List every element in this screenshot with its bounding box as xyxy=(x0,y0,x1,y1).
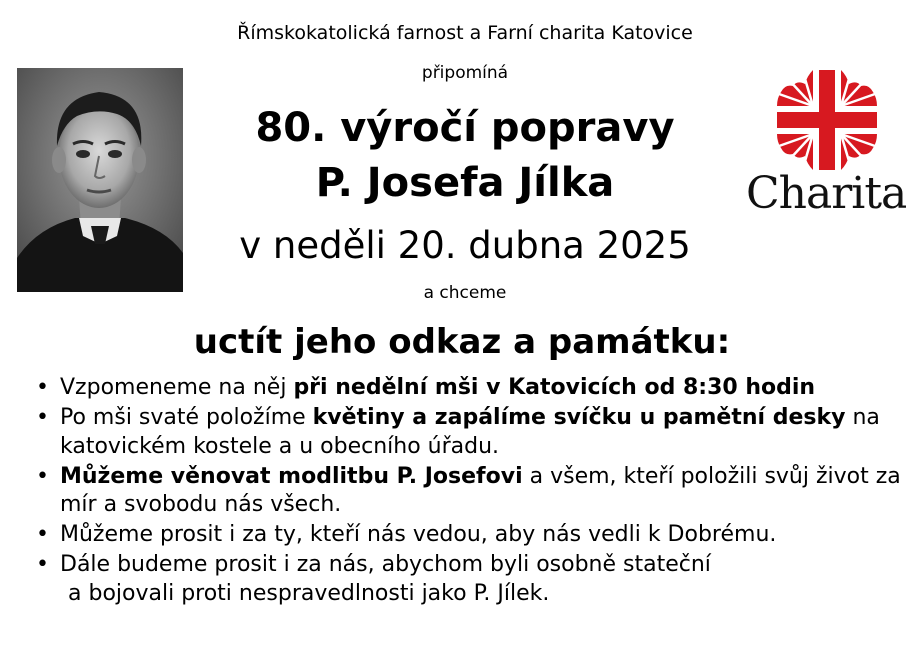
item-text: a bojovali proti nespravedlnosti jako P. Jílek. xyxy=(68,580,550,606)
item-text: Po mši svaté položíme xyxy=(60,405,313,430)
item-text: Dále budeme prosit i za nás, abychom byli osobně stateční xyxy=(60,552,711,577)
item-text: a všem, kteří položili svůj život za mír a svobodu nás všech. xyxy=(60,463,901,517)
item-text: Můžeme prosit i za ty, kteří nás vedou, aby nás vedli k Dobrému. xyxy=(60,522,777,547)
remind-line: připomíná xyxy=(421,63,509,83)
honor-heading: uctít jeho odkaz a památku: xyxy=(193,322,731,362)
list-item xyxy=(32,404,912,461)
title-line-2: P. Josefa Jílka xyxy=(315,160,615,206)
item-text: Vzpomeneme na něj xyxy=(60,375,294,400)
title-line-1: 80. výročí popravy xyxy=(255,105,675,151)
item-bold-text: květiny a zapálíme svíčku u pamětní desky xyxy=(312,405,846,430)
bullet-icon: • xyxy=(36,405,49,430)
charita-cross-icon xyxy=(742,66,910,176)
bullet-icon: • xyxy=(36,463,49,489)
bullet-icon: • xyxy=(36,552,49,577)
bullet-icon: • xyxy=(36,522,49,547)
list-item xyxy=(32,551,912,608)
list-item xyxy=(32,521,912,550)
item-text: na katovickém kostele a u obecního úřadu. xyxy=(60,405,880,459)
item-bold-text: Můžeme věnovat modlitbu P. Josefovi xyxy=(60,463,523,489)
program-list xyxy=(32,374,912,610)
want-line: a chceme xyxy=(423,283,507,303)
bullet-icon: • xyxy=(36,375,49,400)
charita-logo-text: Charita xyxy=(746,168,907,219)
item-bold-text: při nedělní mši v Katovicích od 8:30 hodin xyxy=(293,375,816,400)
event-date: v neděli 20. dubna 2025 xyxy=(239,224,691,267)
portrait-photo xyxy=(17,68,183,292)
organization-line: Římskokatolická farnost a Farní charita Katovice xyxy=(237,22,693,44)
list-item xyxy=(32,374,912,403)
list-item xyxy=(32,463,912,520)
